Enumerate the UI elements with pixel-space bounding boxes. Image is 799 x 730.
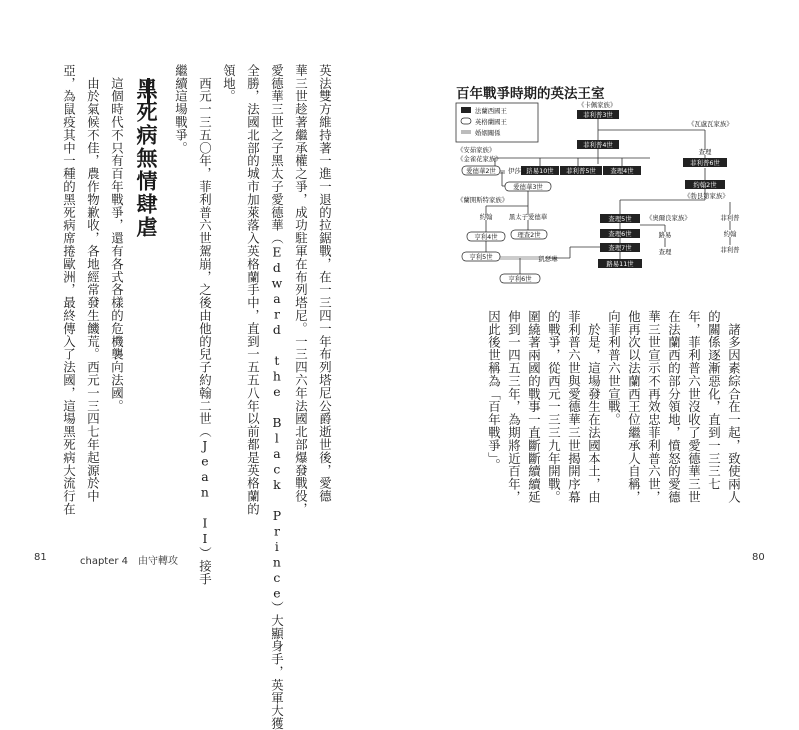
legend-france-king: 法蘭西國王 [475, 107, 507, 115]
body-column: 英法雙方維持著一進一退的拉鋸戰，在一三四一年布列塔尼公爵逝世後，愛德 [317, 64, 333, 503]
body-column: 亞，為鼠疫其中一種的黑死病席捲歐洲，最終傳入了法國，這場黑死病大流行在 [61, 64, 77, 516]
person-charles-valois: 查理 [698, 148, 712, 156]
person-charles7: 查理7世 [608, 244, 632, 252]
legend-england-king: 英格蘭國王 [475, 118, 507, 126]
body-column: 菲利普六世與愛德華三世揭開序幕 [566, 310, 582, 504]
body-column: 諸多因素綜合在一起，致使兩人 [726, 310, 742, 504]
person-charles4: 查理4世 [610, 167, 634, 175]
body-column: 領地。 [221, 64, 237, 103]
person-philippe5: 菲利普5世 [566, 167, 596, 175]
body-column: 圍繞著兩國的戰事一直斷斷續續延 [526, 310, 542, 504]
body-column: 伸到一四五三年，為期將近百年， [506, 310, 522, 504]
dynasty-anjou: 《安茹家族》 [457, 146, 496, 154]
body-column: 華三世宣示不再效忠菲利普六世， [646, 310, 662, 504]
dynasty-capet: 《卡佩家族》 [578, 101, 617, 109]
dynasty-orleans: 《奧爾良家族》 [646, 214, 691, 222]
person-henry6: 亨利6世 [508, 275, 532, 283]
person-jean-burgundy: 約翰 [723, 230, 737, 238]
dynasty-burgundy: 《勃艮第家族》 [684, 192, 729, 200]
body-column: 全勝，法國北部的城市加萊落入英格蘭手中，直到一五五八年以前都是英格蘭的 [245, 64, 261, 516]
body-column: 在法蘭西的部分領地，憤怒的愛德 [666, 310, 682, 504]
dynasty-lancaster: 《蘭開斯特家族》 [457, 196, 509, 204]
body-column: 的戰爭，從西元一三三九年開戰。 [546, 310, 562, 504]
body-column: 西元一三五〇年，菲利普六世駕崩，之後由他的兒子約翰二世（Jean II）接手 [197, 64, 213, 586]
person-isabella: 伊莎貝拉 [508, 167, 534, 175]
person-charles6: 查理6世 [608, 230, 632, 238]
body-column: 的關係逐漸惡化，直到一三三七 [706, 310, 722, 491]
person-edward3: 愛德華3世 [513, 183, 543, 191]
body-column: 因此後世稱為「百年戰爭」。 [486, 310, 502, 472]
france-king-boxes [521, 110, 727, 268]
person-richard2: 理查2世 [517, 231, 541, 239]
legend-marriage: 婚姻關係 [475, 129, 501, 137]
person-charles5: 查理5世 [608, 215, 632, 223]
body-column: 這個時代不只有百年戰爭，還有各式各樣的危機襲向法國。 [109, 64, 125, 413]
person-philippe3: 菲利普3世 [583, 111, 613, 119]
person-black-prince: 黑太子愛德華 [508, 213, 548, 221]
body-column: 華三世趁著繼承權之爭，成功駐軍在布列塔尼。一三四六年法國北部爆發戰役， [293, 64, 309, 516]
person-philippe-burgundy: 菲利普 [720, 214, 740, 222]
person-henry5: 亨利5世 [469, 253, 493, 261]
dynasty-valois: 《瓦盧瓦家族》 [688, 120, 733, 128]
section-heading: 黑死病無情肆虐 [134, 78, 158, 239]
person-louis10: 路易10世 [526, 167, 554, 175]
person-philippe4: 菲利普4世 [583, 141, 613, 149]
person-edward2: 愛德華2世 [466, 167, 496, 175]
body-column: 由於氣候不佳，農作物歉收，各地經常發生饑荒。西元一三四七年起源於中 [85, 64, 101, 503]
person-jean2: 約翰2世 [693, 181, 717, 189]
page-number-left: 81 [34, 552, 47, 563]
person-louis-orleans: 路易 [658, 231, 672, 239]
person-john-lancaster: 約翰 [479, 213, 493, 221]
page-number-right: 80 [752, 552, 765, 563]
person-catherine: 凱瑟琳 [538, 255, 558, 263]
body-column: 他再次以法蘭西王位繼承人自稱， [626, 310, 642, 504]
person-charles-orleans: 查理 [658, 248, 672, 256]
chart-title: 百年戰爭時期的英法王室 [456, 86, 605, 102]
body-column: 愛德華三世之子黑太子愛德華（Edward the Black Prince）大顯身手，英軍大獲 [269, 64, 285, 730]
body-column: 年，菲利普六世沒收了愛德華三世 [686, 310, 702, 504]
body-column: 向菲利普六世宣戰。 [606, 310, 622, 427]
person-henry4: 亨利4世 [474, 233, 498, 241]
person-philippe-b2: 菲利普 [720, 246, 740, 254]
person-philippe6: 菲利普6世 [690, 159, 720, 167]
body-column: 繼續這場戰爭。 [173, 64, 189, 155]
running-head: chapter 4 由守轉攻 [80, 556, 179, 567]
person-louis11: 路易11世 [606, 260, 634, 268]
body-column: 於是，這場發生在法國本土，由 [586, 310, 602, 504]
dynasty-plantagenet: 《金雀花家族》 [457, 155, 502, 163]
